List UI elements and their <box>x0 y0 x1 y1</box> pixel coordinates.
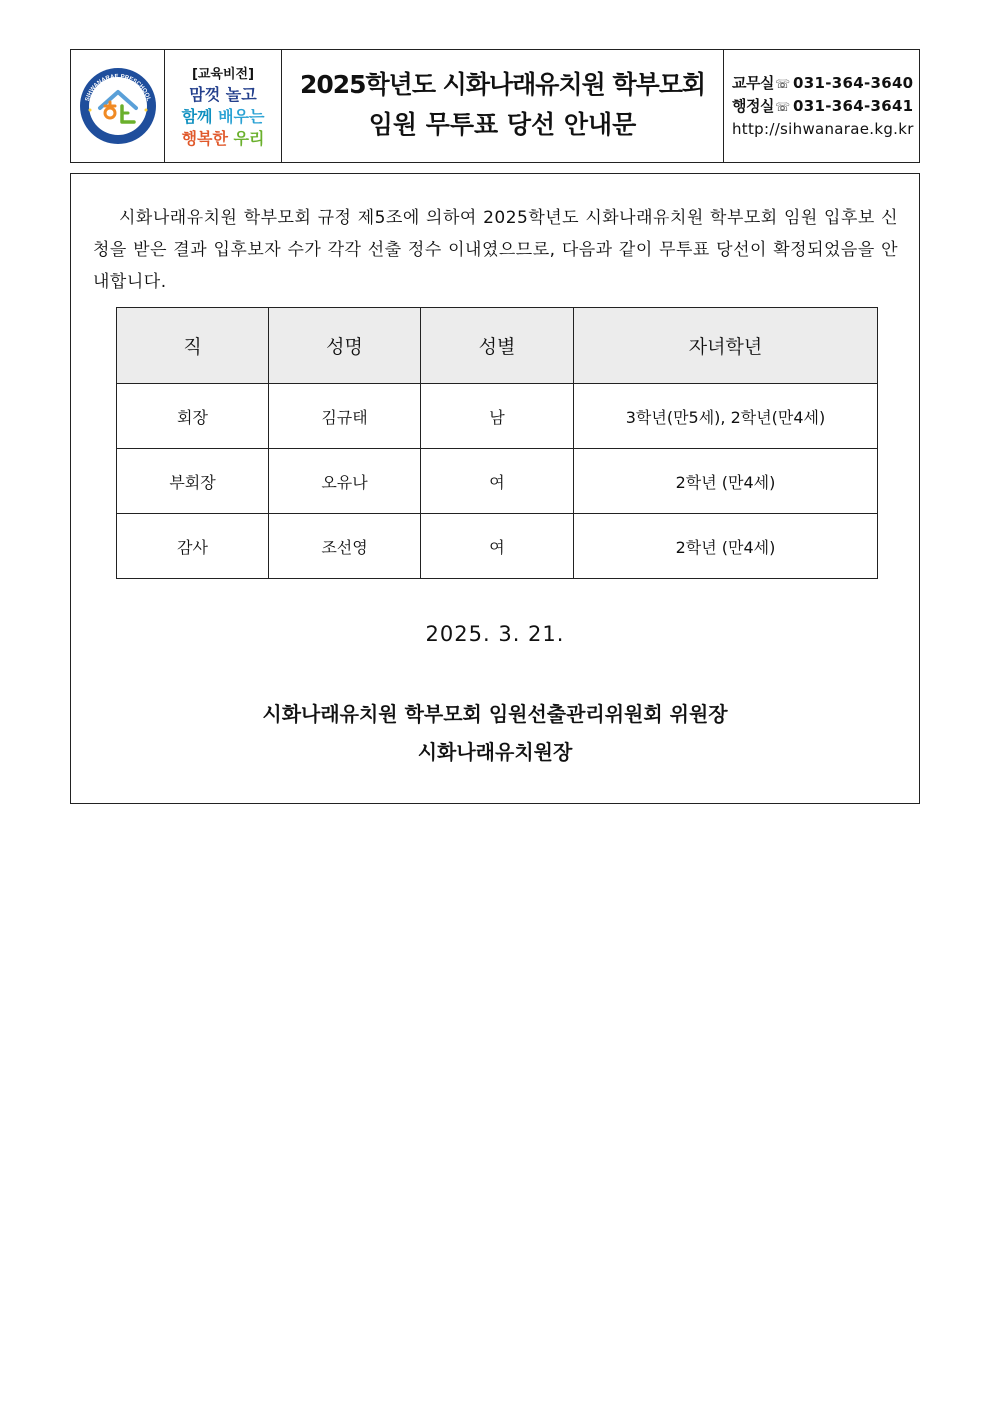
logo-ring-text: SIHWANARAE PRESCHOOL <box>84 73 151 103</box>
logo-cell <box>71 50 165 162</box>
contact-info <box>724 50 919 162</box>
vision-title: [교육비전] <box>191 66 255 82</box>
signature-principal: 시화나래유치원장 <box>417 740 573 764</box>
phone-icon: ☏ <box>774 100 790 114</box>
cell-position: 부회장 <box>117 449 269 514</box>
vision-word: 맘껏 <box>189 84 221 104</box>
intro-paragraph: 시화나래유치원 학부모회 규정 제5조에 의하여 2025학년도 시화나래유치원 학부모회 임원 입후보 신청을 받은 결과 입후보자 수가 각각 선출 정수 이내였으므로, 다음과 같이 무투표 당선이 확정되었음을 안내합니다. <box>93 208 898 292</box>
logo-bottom-text: 공립 시화나래유치원 <box>96 121 139 137</box>
signature-committee-chair: 시화나래유치원 학부모회 임원선출관리위원회 위원장 <box>262 702 728 726</box>
cell-position: 감사 <box>117 514 269 579</box>
office2-label: 행정실 <box>732 97 774 115</box>
header-position: 직 <box>117 308 269 384</box>
cell-name: 오유나 <box>269 449 421 514</box>
contact-office2 <box>732 95 919 118</box>
cell-gender: 여 <box>421 449 574 514</box>
table-row <box>117 384 878 449</box>
cell-gender: 남 <box>421 384 574 449</box>
cell-position: 회장 <box>117 384 269 449</box>
header-child-grade: 자녀학년 <box>574 308 878 384</box>
phone-icon: ☏ <box>774 77 790 91</box>
contact-office1 <box>732 72 919 95</box>
table-header-row <box>117 308 878 384</box>
education-vision <box>165 50 282 162</box>
letterhead <box>70 49 920 163</box>
cell-name: 김규태 <box>269 384 421 449</box>
vision-line-3 <box>182 128 265 150</box>
cell-child-grade: 2학년 (만4세) <box>574 514 878 579</box>
office1-phone: 031-364-3640 <box>793 74 914 92</box>
title-line-1: 2025학년도 시화나래유치원 학부모회 <box>299 70 706 99</box>
vision-line-1 <box>189 84 256 106</box>
cell-child-grade: 2학년 (만4세) <box>574 449 878 514</box>
cell-child-grade: 3학년(만5세), 2학년(만4세) <box>574 384 878 449</box>
document-title <box>282 50 724 162</box>
header-gender: 성별 <box>421 308 574 384</box>
office2-phone: 031-364-3641 <box>793 97 914 115</box>
vision-word: 배우는 <box>218 106 265 126</box>
vision-word: 함께 <box>181 106 213 126</box>
table-row <box>117 449 878 514</box>
table-row <box>117 514 878 579</box>
header-name: 성명 <box>269 308 421 384</box>
vision-word: 행복한 <box>181 128 228 148</box>
school-logo <box>78 66 158 146</box>
title-line-2: 임원 무투표 당선 안내문 <box>368 110 637 139</box>
vision-word: 우리 <box>233 128 265 148</box>
notice-body <box>70 173 920 804</box>
office1-label: 교무실 <box>732 74 774 92</box>
vision-line-2 <box>182 106 265 128</box>
cell-name: 조선영 <box>269 514 421 579</box>
website-url[interactable]: http://sihwanarae.kg.kr <box>732 120 914 138</box>
notice-date: 2025. 3. 21. <box>425 622 565 646</box>
officers-table <box>116 307 878 579</box>
vision-word: 놀고 <box>225 84 257 104</box>
cell-gender: 여 <box>421 514 574 579</box>
